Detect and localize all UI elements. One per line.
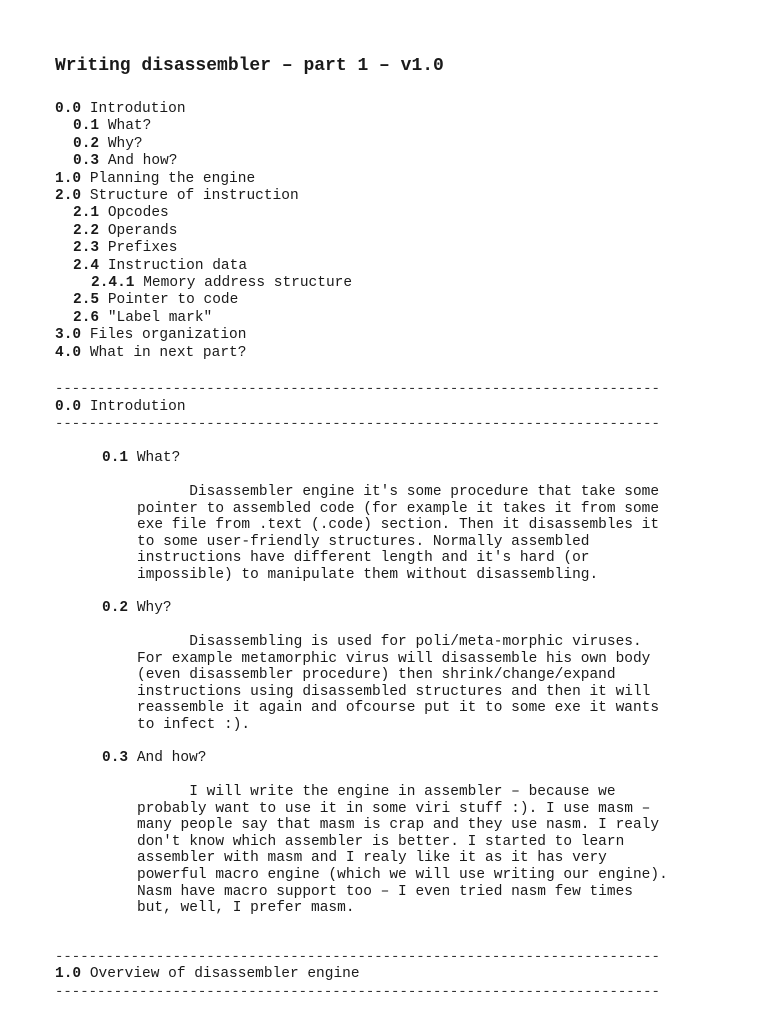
toc-number: 0.1 [73,118,100,135]
toc-label: And how? [107,153,178,170]
toc-number: 0.0 [55,101,82,117]
toc-item [55,310,352,327]
toc-number: 2.4 [73,257,100,274]
toc-label: "Label mark" [107,309,213,326]
toc-item [55,153,352,170]
toc-item [55,275,352,292]
toc-number: 2.5 [73,292,100,309]
toc-item [55,118,352,135]
toc-number: 2.4.1 [91,275,135,292]
toc-item [55,223,352,240]
toc-number: 2.2 [73,222,100,239]
section-number: 0.0 [55,399,82,415]
toc-label: Opcodes [107,205,169,222]
toc-number: 4.0 [55,344,82,361]
toc-item [55,258,352,275]
toc-label: What? [107,118,152,135]
toc-number: 1.0 [55,170,82,187]
subsection-title: Why? [136,600,172,616]
toc-item [55,292,352,309]
section-separator: ------------------------------------------------------------------------ [55,416,660,432]
toc-label: Planning the engine [89,170,256,187]
section-heading-overview [55,966,360,983]
toc-item [55,240,352,257]
toc-number: 2.1 [73,205,100,222]
section-separator: ------------------------------------------------------------------------ [55,949,660,965]
toc-item [55,188,352,205]
toc-number: 0.3 [73,153,100,170]
toc-number: 2.0 [55,188,82,205]
toc-item [55,345,352,362]
toc-label: Structure of instruction [89,188,299,205]
subsection-heading-and-how [102,750,206,767]
toc-item [55,327,352,344]
paragraph-and-how: I will write the engine in assembler – because we probably want to use it in some viri stuff :). I use masm – many people say that masm is crap and they use nasm. I realy don't know which assembler is better. I started to learn assembler with masm and I realy like it as it has very powerful macro engine (which we will use writing our engine). Nasm have macro support too – I even tried nasm few times but, well, I prefer masm. [137,784,668,917]
toc-label: Operands [107,222,178,239]
subsection-title: And how? [136,750,207,766]
toc-item [55,101,352,118]
table-of-contents [55,101,352,362]
toc-label: What in next part? [89,344,247,361]
paragraph-what: Disassembler engine it's some procedure that take some pointer to assembled code (for example it takes it from some exe file from .text (.code) section. Then it disassembles it to some user-friendly structures. Normally assembled instructions have different length and it's hard (or impossible) to manipulate them without disassembling. [137,484,660,583]
toc-number: 2.3 [73,240,100,257]
toc-label: Memory address structure [143,275,353,292]
subsection-number: 0.3 [102,750,129,766]
toc-number: 3.0 [55,327,82,344]
toc-label: Why? [107,135,143,152]
subsection-number: 0.1 [102,450,129,466]
section-title: Overview of disassembler engine [89,966,360,982]
toc-item [55,171,352,188]
toc-item [55,136,352,153]
toc-label: Introdution [89,101,186,117]
toc-number: 0.2 [73,135,100,152]
subsection-number: 0.2 [102,600,129,616]
toc-item [55,205,352,222]
toc-label: Instruction data [107,257,248,274]
subsection-heading-what [102,450,180,467]
section-separator: ------------------------------------------------------------------------ [55,381,660,397]
toc-label: Prefixes [107,240,178,257]
paragraph-why: Disassembling is used for poli/meta-morphic viruses. For example metamorphic virus will disassemble his own body (even disassembler procedure) then shrink/change/expand instructions using disassembled structures and then it will reassemble it again and ofcourse put it to some exe it wants to infect :). [137,634,660,733]
toc-label: Files organization [89,327,247,344]
toc-label: Pointer to code [107,292,239,309]
toc-number: 2.6 [73,309,100,326]
section-heading-introduction [55,399,186,416]
subsection-title: What? [136,450,181,466]
section-separator: ------------------------------------------------------------------------ [55,984,660,1000]
document-title: Writing disassembler – part 1 – v1.0 [55,56,444,76]
subsection-heading-why [102,600,172,617]
section-title: Introdution [89,399,186,415]
section-number: 1.0 [55,966,82,982]
